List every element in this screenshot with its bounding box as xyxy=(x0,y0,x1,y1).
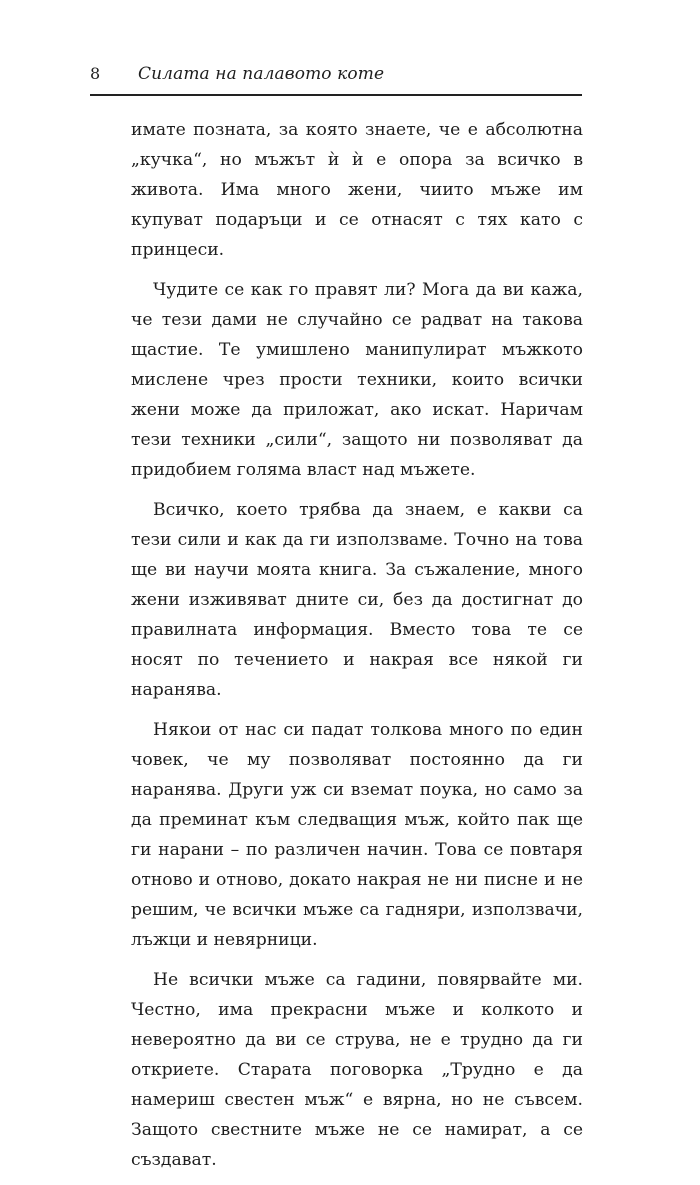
paragraph-5: Не всички мъже са гадини, повярвайте ми. Честно, има прекрасни мъже и колкото и невероятно да ви се струва, не е трудно да ги откриете. Старата поговорка „Трудно е да намериш свестен мъж“ е вярна, но не съвсем. Защото свестните мъже не се намират, а се създават. xyxy=(131,970,583,1170)
paragraph-3: Всичко, което трябва да знаем, е какви са тези сили и как да ги използваме. Точно на това ще ви научи моята книга. За съжаление, много жени изживяват дните си, без да достигнат до правилната информация. Вместо това те се носят по течението и накрая все някой ги наранява. xyxy=(131,500,583,700)
header-rule xyxy=(90,94,582,96)
page-number: 8 xyxy=(90,64,101,83)
paragraph-2: Чудите се как го правят ли? Мога да ви кажа, че тези дами не случайно се радват на такова щастие. Те умишлено манипулират мъжкото мислене чрез прости техники, които всички жени може да приложат, ако искат. Наричам тези техники „сили“, защото ни позволяват да придобием голяма власт над мъжете. xyxy=(131,280,583,480)
running-header xyxy=(90,64,582,90)
body-text xyxy=(131,115,583,1185)
paragraph-4: Някои от нас си падат толкова много по един човек, че му позволяват постоянно да ги наранява. Други уж си вземат поука, но само за да преминат към следващия мъж, който пак ще ги нарани – по различен начин. Това се повтаря отново и отново, докато накрая не ни писне и не решим, че всички мъже са гадняри, използвачи, лъжци и невярници. xyxy=(131,720,583,950)
paragraph-1: имате позната, за която знаете, че е абсолютна „кучка“, но мъжът ѝ ѝ е опора за всичко в живота. Има много жени, чиито мъже им купуват подаръци и се отнасят с тях като с принцеси. xyxy=(131,120,583,260)
running-title: Силата на палавото коте xyxy=(138,64,385,84)
